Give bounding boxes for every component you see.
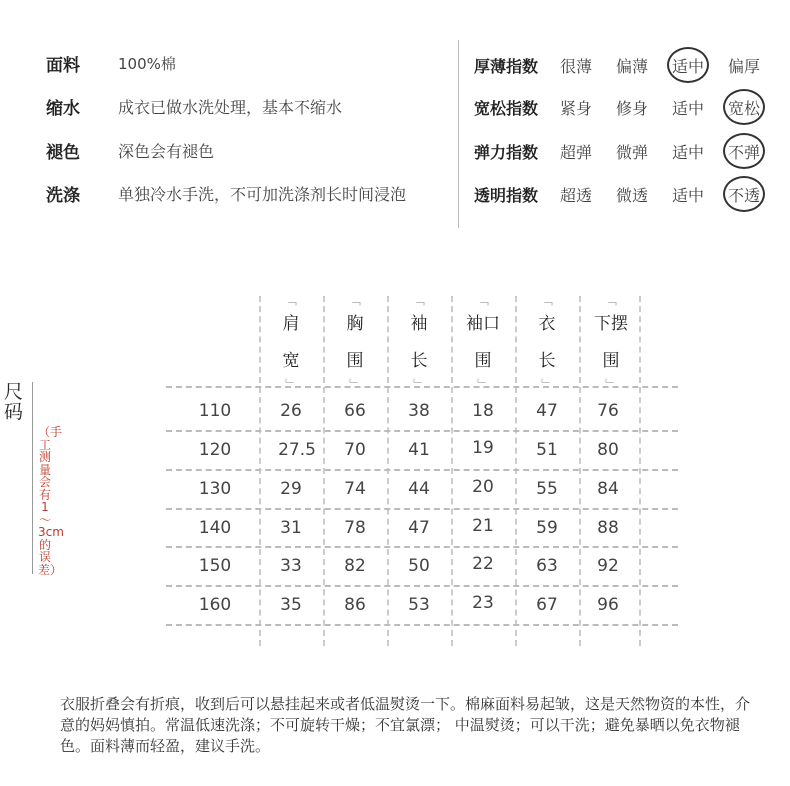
index-row-thickness (474, 50, 784, 80)
info-value: 100%棉 (118, 54, 176, 73)
column-header-shoulder: ﹁ 肩 宽 ﹂ (282, 294, 300, 391)
header-top: 衣 (538, 314, 556, 334)
table-cell: 88 (597, 518, 619, 538)
table-cell: 44 (408, 479, 430, 499)
header-bottom: 长 (538, 351, 556, 371)
index-row-elasticity (474, 136, 784, 166)
table-cell: 41 (408, 440, 430, 460)
header-bottom: 宽 (282, 351, 300, 371)
index-option-selected: 宽松 (728, 96, 784, 119)
table-cell: 78 (344, 518, 366, 538)
header-bottom: 围 (346, 351, 364, 371)
table-cell: 84 (597, 479, 619, 499)
index-option-selected: 适中 (672, 54, 728, 77)
index-option: 修身 (616, 98, 649, 118)
index-key: 弹力指数 (474, 142, 539, 162)
column-header-cuff: ﹁ 袖口 围 ﹂ (466, 294, 500, 391)
table-cell: 92 (597, 556, 619, 576)
index-option: 适中 (672, 142, 705, 162)
index-option-selected: 不弹 (728, 140, 784, 163)
info-row-shrink (46, 91, 342, 121)
index-option: 适中 (672, 98, 705, 118)
table-cell: 76 (597, 401, 619, 421)
table-cell: 59 (536, 518, 558, 538)
info-value: 成衣已做水洗处理，基本不缩水 (118, 97, 343, 117)
row-size: 120 (198, 440, 232, 460)
header-top: 袖 (410, 314, 428, 334)
index-option: 偏厚 (728, 56, 761, 76)
table-cell: 47 (536, 401, 558, 421)
info-value: 单独冷水手洗，不可加洗涤剂长时间浸泡 (118, 184, 407, 204)
column-header-chest: ﹁ 胸 围 ﹂ (346, 294, 364, 391)
column-header-sleeve: ﹁ 袖 长 ﹂ (410, 294, 428, 391)
table-cell: 51 (536, 440, 558, 460)
table-hline (166, 386, 678, 388)
table-cell: 47 (408, 518, 430, 538)
header-bottom: 围 (474, 351, 492, 371)
size-note: （手工测量会有1～3cm的误差） (38, 425, 64, 577)
info-key: 缩水 (46, 98, 80, 119)
header-top: 胸 (346, 314, 364, 334)
index-option: 偏薄 (616, 56, 649, 76)
table-cell: 86 (344, 595, 366, 615)
row-size: 110 (198, 401, 232, 421)
info-key: 面料 (46, 55, 80, 76)
table-cell: 67 (536, 595, 558, 615)
table-cell: 50 (408, 556, 430, 576)
table-cell: 74 (344, 479, 366, 499)
table-cell: 22 (472, 554, 494, 574)
info-value: 深色会有褪色 (118, 141, 215, 161)
table-cell: 23 (472, 593, 494, 613)
table-cell: 96 (597, 595, 619, 615)
row-size: 140 (198, 518, 232, 538)
table-cell: 26 (280, 401, 302, 421)
table-cell: 82 (344, 556, 366, 576)
size-title: 尺码 (4, 381, 24, 423)
table-cell: 70 (344, 440, 366, 460)
table-cell: 18 (472, 401, 494, 421)
index-option: 微透 (616, 185, 649, 205)
care-note: 衣服折叠会有折痕，收到后可以悬挂起来或者低温熨烫一下。棉麻面料易起皱，这是天然物资的本性，介意的妈妈慎拍。常温低速洗涤；不可旋转干燥；不宜氯漂； 中温熨烫；可以干洗；避免暴晒以免衣物褪色。面料薄而轻盈，建议手洗。 (60, 695, 751, 755)
table-cell: 31 (280, 518, 302, 538)
column-header-length: ﹁ 衣 长 ﹂ (538, 294, 556, 391)
table-cell: 27.5 (278, 440, 316, 460)
table-cell: 38 (408, 401, 430, 421)
row-size: 160 (198, 595, 232, 615)
index-row-transparency (474, 179, 784, 209)
row-size: 130 (198, 479, 232, 499)
table-cell: 20 (472, 477, 494, 497)
table-cell: 33 (280, 556, 302, 576)
row-size: 150 (198, 556, 232, 576)
table-cell: 19 (472, 438, 494, 458)
info-key: 洗涤 (46, 185, 80, 206)
index-key: 透明指数 (474, 185, 539, 205)
header-top: 肩 (282, 314, 300, 334)
index-option: 超透 (560, 185, 593, 205)
table-hline (166, 624, 678, 626)
index-key: 厚薄指数 (474, 56, 539, 76)
index-option: 超弹 (560, 142, 593, 162)
index-row-looseness (474, 92, 784, 122)
table-cell: 53 (408, 595, 430, 615)
info-divider (458, 40, 459, 228)
table-cell: 29 (280, 479, 302, 499)
info-row-fade (46, 135, 214, 165)
info-row-wash (46, 178, 406, 208)
index-option-selected: 不透 (728, 183, 784, 206)
index-option: 微弹 (616, 142, 649, 162)
column-header-hem: ﹁ 下摆 围 ﹂ (594, 294, 628, 391)
index-option: 很薄 (560, 56, 593, 76)
size-divider (32, 382, 33, 574)
header-bottom: 围 (602, 351, 620, 371)
table-cell: 66 (344, 401, 366, 421)
index-option: 适中 (672, 185, 705, 205)
table-cell: 55 (536, 479, 558, 499)
table-cell: 80 (597, 440, 619, 460)
index-option: 紧身 (560, 98, 593, 118)
header-top: 下摆 (594, 314, 628, 334)
info-row-fabric (46, 48, 176, 78)
table-cell: 21 (472, 516, 494, 536)
header-top: 袖口 (466, 314, 500, 334)
header-bottom: 长 (410, 351, 428, 371)
table-cell: 63 (536, 556, 558, 576)
index-key: 宽松指数 (474, 98, 539, 118)
info-key: 褪色 (46, 142, 80, 163)
table-cell: 35 (280, 595, 302, 615)
